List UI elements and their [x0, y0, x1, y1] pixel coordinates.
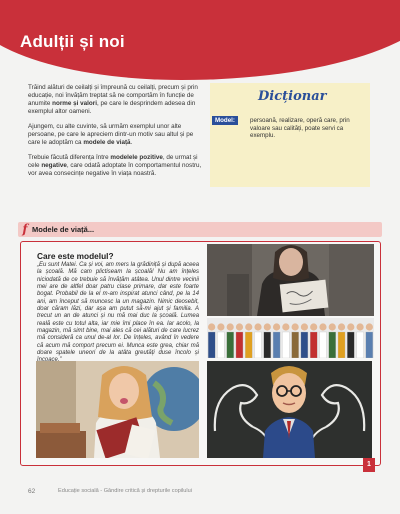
intro-paragraph-1: Trăind alături de ceilalți și împreună cu ceilalți, precum și prin educație, noi învățăm treptat să ne comportăm în funcție de anumite norme și valori, pe care le desprindem adesea din exemplul altor oameni.: [28, 84, 198, 115]
photo-boy-chalk-muscles: [207, 361, 372, 458]
section-f-icon: f: [22, 222, 28, 236]
intro-text: [28, 84, 203, 185]
section-bar: [18, 222, 382, 237]
exercise-number-badge: 1: [363, 458, 375, 472]
page-title: Adulții și noi: [20, 32, 125, 51]
dictionary-box: [210, 83, 370, 187]
dictionary-definition: persoană, realizare, operă care, prin valoare sau calități, poate servi ca exemplu.: [250, 117, 350, 140]
photo-girl-reading: [36, 361, 199, 458]
case-title: Care este modelul?: [37, 251, 114, 261]
footer-book-title: Educație socială - Gândire critică și drepturile copilului: [58, 488, 193, 494]
photo-professions-group: [207, 318, 374, 358]
dictionary-term: Model:: [212, 116, 238, 125]
page-number: 62: [28, 488, 36, 495]
photo-girl-with-sign: [207, 244, 374, 316]
intro-paragraph-3: Trebuie făcută diferența între modelele pozitive, de urmat și cele negative, care odată adoptate în comportamentul nostru, vor avea consecințe negative în viața noastră.: [28, 154, 202, 177]
section-label: Modele de viață...: [32, 225, 95, 234]
dictionary-title: Dicționar: [258, 89, 327, 104]
case-quote: „Eu sunt Matei. Ca și voi, am mers la grădiniță și după aceea la școală. Mă cam plictiseam la școală! Nu am înțeles niciodată de ce trebuie să învățăm atâtea. Unul dintre vecinii mei are de altfel doar patru clase primare, dar este foarte bogat. Probabil de la el m-am inspirat atunci când, pe la 14 ani, am început să muncesc la un magazin. Nimic deosebit, doar căram lăzi, dar așa am putut să-mi ajut și familia. A trecut un an de atunci și nu mă mai duc la școală. Lumea reală este cu totul alta, iar mie îmi place în ea. Iar acolo, la magazin, mă simt bine, mai ales că cei alături de care lucrez mă consideră ca unul de-al lor. De înțeles, având în vedere că acum mă comport precum ei. Munca este grea, chiar mă doare spatele uneori de la atâta greutăți duse încolo și: [37, 262, 199, 357]
intro-paragraph-2: Ajungem, cu alte cuvinte, să urmăm exemplul unor alte persoane, pe care le apreciem dintr-un motiv sau altul și pe care le adoptăm ca modele de viață.: [28, 123, 194, 146]
